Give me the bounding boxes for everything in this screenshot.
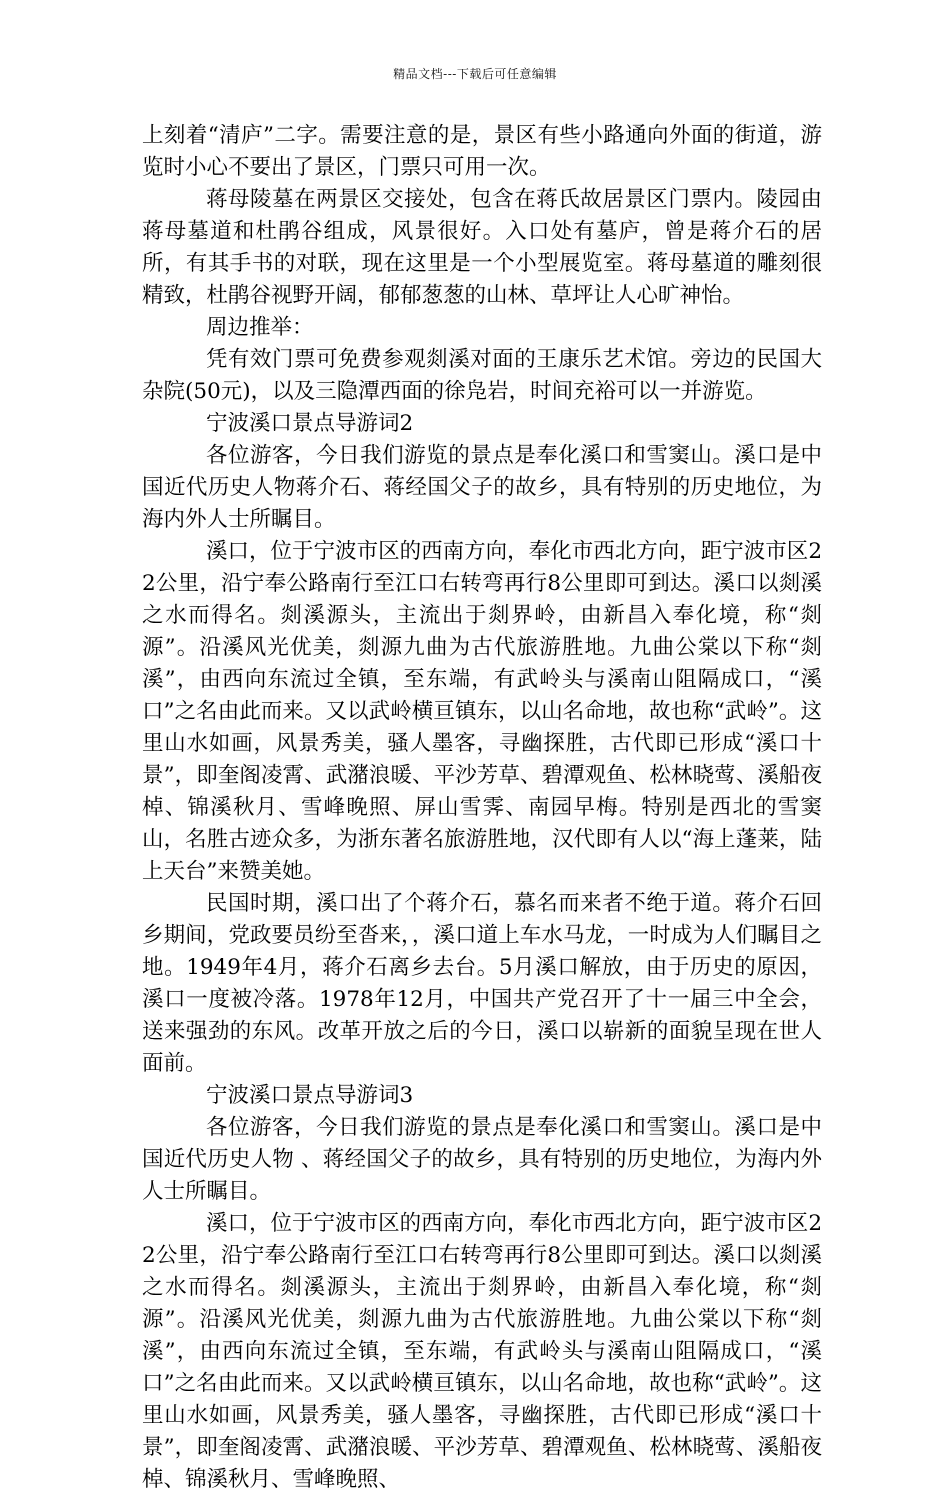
paragraph: 各位游客，今日我们游览的景点是奉化溪口和雪窦山。溪口是中国近代历史人物 、蒋经国父子的故乡，具有特别的历史地位，为海内外人士所瞩目。	[142, 1115, 822, 1204]
paragraph: 蒋母陵墓在两景区交接处，包含在蒋氏故居景区门票内。陵园由蒋母墓道和杜鹃谷组成，风景很好。入口处有墓庐，曾是蒋介石的居所，有其手书的对联，现在这里是一个小型展览室。蒋母墓道的雕刻很精致，杜鹃谷视野开阔，郁郁葱葱的山林、草坪让人心旷神怡。	[142, 187, 822, 308]
paragraph: 上刻着“清庐”二字。需要注意的是，景区有些小路通向外面的街道，游览时小心不要出了景区，门票只可用一次。	[142, 123, 822, 180]
paragraph: 溪口，位于宁波市区的西南方向，奉化市西北方向，距宁波市区22公里，沿宁奉公路南行至江口右转弯再行8公里即可到达。溪口以剡溪之水而得名。剡溪源头，主流出于剡界岭，由新昌入奉化境，称“剡源”。沿溪风光优美，剡源九曲为古代旅游胜地。九曲公棠以下称“剡溪”，由西向东流过全镇，至东端，有武岭头与溪南山阻隔成口，“溪口”之名由此而来。又以武岭横亘镇东，以山名命地，故也称“武岭”。这里山水如画，风景秀美，骚人墨客，寻幽探胜，古代即已形成“溪口十景”，即奎阁凌霄、武潴浪暖、平沙芳草、碧潭观鱼、松林晓莺、溪船夜棹、锦溪秋月、雪峰晚照、屏山雪霁、南园早梅。特别是西北的雪窦山，名胜古迹众多，为浙东著名旅游胜地，汉代即有人以“海上蓬莱，陆上天台”来赞美她。	[142, 539, 822, 884]
section-heading: 宁波溪口景点导游词3	[206, 1083, 414, 1108]
paragraph: 凭有效门票可免费参观剡溪对面的王康乐艺术馆。旁边的民国大杂院(50元)，以及三隐潭西面的徐凫岩，时间充裕可以一并游览。	[142, 347, 822, 404]
paragraph: 民国时期，溪口出了个蒋介石，慕名而来者不绝于道。蒋介石回乡期间，党政要员纷至沓来，，溪口道上车水马龙，一时成为人们瞩目之地。1949年4月，蒋介石离乡去台。5月溪口解放，由于历史的原因，溪口一度被冷落。1978年12月，中国共产党召开了十一届三中全会，送来强劲的东风。改革开放之后的今日，溪口以崭新的面貌呈现在世人面前。	[142, 891, 822, 1076]
section-heading: 宁波溪口景点导游词2	[206, 411, 414, 436]
paragraph: 溪口，位于宁波市区的西南方向，奉化市西北方向，距宁波市区22公里，沿宁奉公路南行至江口右转弯再行8公里即可到达。溪口以剡溪之水而得名。剡溪源头，主流出于剡界岭，由新昌入奉化境，称“剡源”。沿溪风光优美，剡源九曲为古代旅游胜地。九曲公棠以下称“剡溪”，由西向东流过全镇，至东端，有武岭头与溪南山阻隔成口，“溪口”之名由此而来。又以武岭横亘镇东，以山名命地，故也称“武岭”。这里山水如画，风景秀美，骚人墨客，寻幽探胜，古代即已形成“溪口十景”，即奎阁凌霄、武潴浪暖、平沙芳草、碧潭观鱼、松林晓莺、溪船夜棹、锦溪秋月、雪峰晚照、	[142, 1211, 822, 1492]
document-body	[142, 120, 822, 1496]
paragraph: 各位游客，今日我们游览的景点是奉化溪口和雪窦山。溪口是中国近代历史人物蒋介石、蒋经国父子的故乡，具有特别的历史地位，为海内外人士所瞩目。	[142, 443, 822, 532]
page-header: 精品文档---下载后可任意编辑	[393, 67, 557, 81]
paragraph: 周边推举：	[206, 315, 314, 340]
